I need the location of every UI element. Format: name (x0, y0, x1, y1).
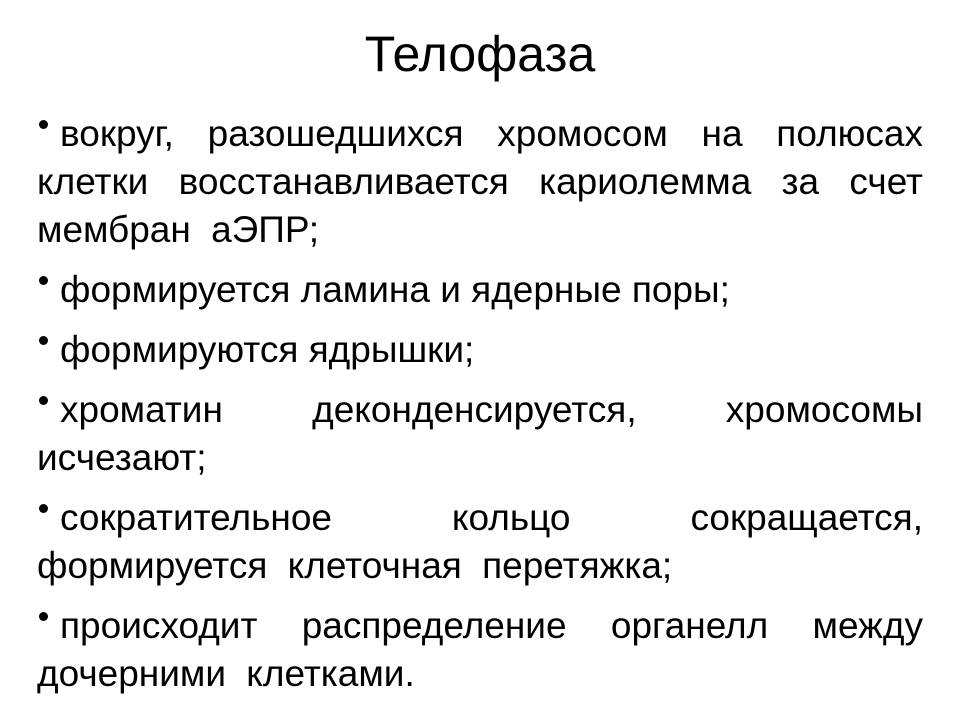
bullet-dot-icon (39, 336, 48, 345)
bullet-dot-icon (39, 276, 48, 285)
list-item (37, 494, 923, 590)
bullet-text: хроматин деконденсируется, хромосомы исчезают; (37, 389, 923, 478)
list-item (37, 386, 923, 482)
bullet-text: формируются ядрышки; (60, 329, 475, 370)
list-item (37, 266, 923, 314)
list-item (37, 326, 923, 374)
slide-title: Телофаза (364, 26, 596, 82)
list-item (37, 110, 923, 254)
bullet-dot-icon (39, 120, 48, 129)
list-item (37, 602, 923, 698)
bullet-dot-icon (39, 504, 48, 513)
bullet-text: вокруг, разошедшихся хромосом на полюсах клетки восстанавливается кариолемма за счет мембран аЭПР; (37, 113, 923, 250)
bullet-text: происходит распределение органелл между дочерними клетками. (37, 605, 923, 694)
bullet-text: сократительное кольцо сокращается, формируется клеточная перетяжка; (37, 497, 923, 586)
bullet-dot-icon (39, 396, 48, 405)
bullet-text: формируется ламина и ядерные поры; (60, 269, 730, 310)
bullet-dot-icon (39, 612, 48, 621)
bullet-list (37, 110, 923, 710)
